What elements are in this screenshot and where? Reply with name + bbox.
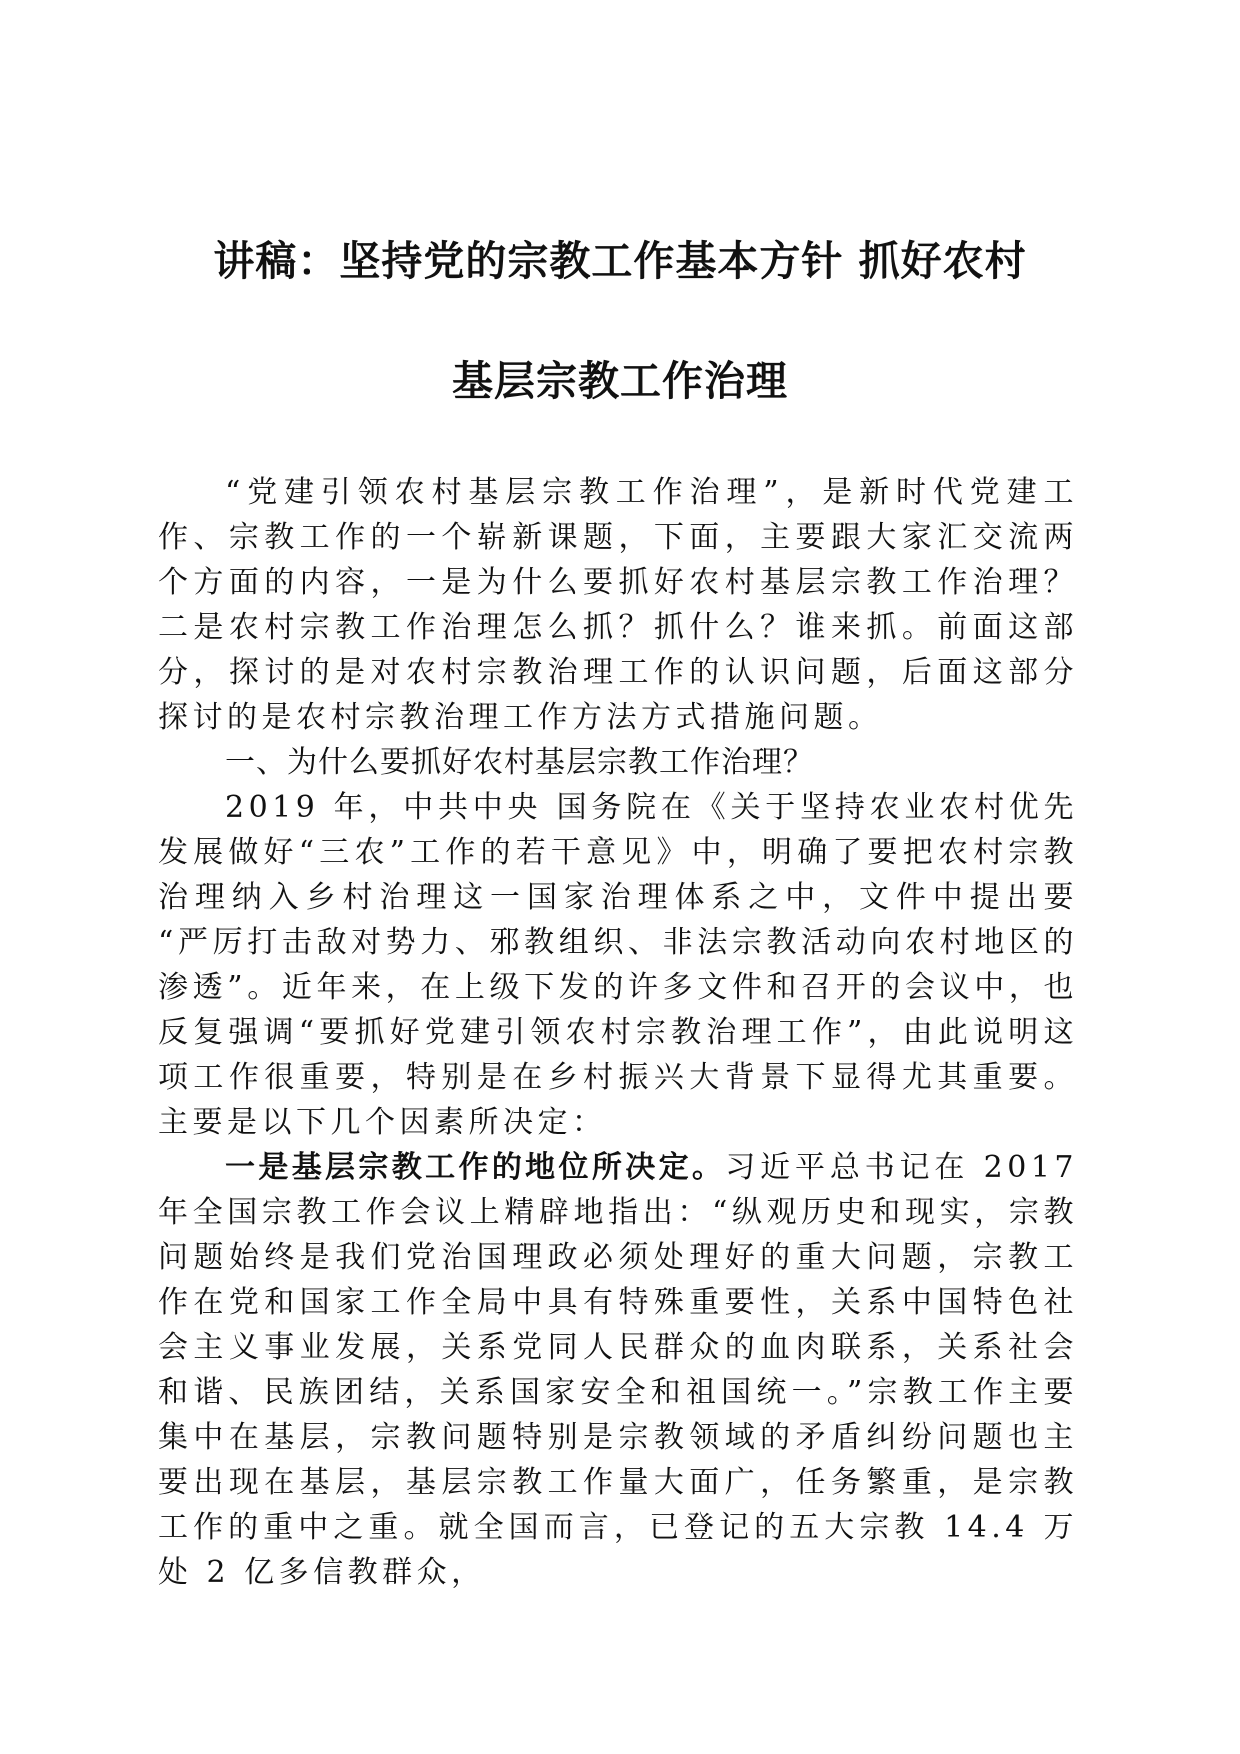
- title-line-1: 讲稿：坚持党的宗教工作基本方针 抓好农村: [213, 237, 1027, 285]
- paragraph-first-reason: [158, 1145, 1078, 1595]
- title-line-2: 基层宗教工作治理: [452, 357, 788, 405]
- document-body: [158, 470, 1078, 1595]
- paragraph-intro: “党建引领农村基层宗教工作治理”，是新时代党建工作、宗教工作的一个崭新课题，下面，主要跟大家汇交流两个方面的内容，一是为什么要抓好农村基层宗教工作治理？二是农村宗教工作治理怎么抓？抓什么？谁来抓。前面这部分，探讨的是对农村宗教治理工作的认识问题，后面这部分探讨的是农村宗教治理工作方法方式措施问题。: [158, 475, 1078, 735]
- section-heading-1: 一、为什么要抓好农村基层宗教工作治理？: [225, 745, 814, 780]
- paragraph-first-reason-body: 习近平总书记在 2017 年全国宗教工作会议上精辟地指出：“纵观历史和现实，宗教问题始终是我们党治国理政必须处理好的重大问题，宗教工作在党和国家工作全局中具有特殊重要性，关系中国特色社会主义事业发展，关系党同人民群众的血肉联系，关系社会和谐、民族团结，关系国家安全和祖国统一。”宗教工作主要集中在基层，宗教问题特别是宗教领域的矛盾纠纷问题也主要出现在基层，基层宗教工作量大面广，任务繁重，是宗教工作的重中之重。就全国而言，已登记的五大宗教 14.4 万处 2 亿多信教群众，: [158, 1150, 1079, 1590]
- paragraph-lead-bold: 一是基层宗教工作的地位所决定。: [225, 1150, 726, 1185]
- paragraph-2019-policy: 2019 年，中共中央 国务院在《关于坚持农业农村优先发展做好“三农”工作的若干意见》中，明确了要把农村宗教治理纳入乡村治理这一国家治理体系之中，文件中提出要 “严厉打击敌对势力、邪教组织、非法宗教活动向农村地区的渗透”。近年来，在上级下发的许多文件和召开的会议中，也反复强调“要抓好党建引领农村宗教治理工作”，由此说明这项工作很重要，特别是在乡村振兴大背景下显得尤其重要。主要是以下几个因素所决定：: [158, 790, 1078, 1140]
